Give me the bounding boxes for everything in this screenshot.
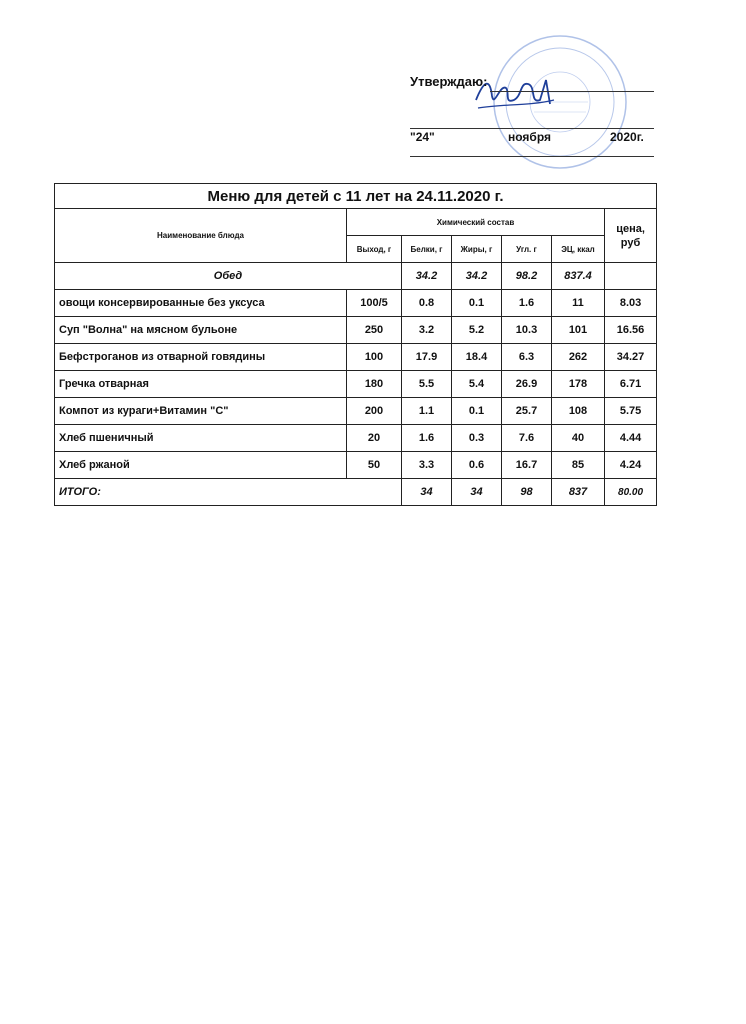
item-protein: 1.1 (402, 398, 452, 425)
item-energy: 11 (552, 290, 605, 317)
header-carbs: Угл. г (502, 236, 552, 263)
table-row (55, 452, 657, 479)
header-price: цена, руб (605, 209, 657, 263)
table-row (55, 344, 657, 371)
table-row (55, 317, 657, 344)
approval-label: Утверждаю: (410, 74, 488, 89)
item-protein: 0.8 (402, 290, 452, 317)
total-fat: 34 (452, 479, 502, 506)
item-yield: 250 (347, 317, 402, 344)
header-energy: ЭЦ, ккал (552, 236, 605, 263)
item-fat: 0.3 (452, 425, 502, 452)
item-price: 4.24 (605, 452, 657, 479)
total-row (55, 479, 657, 506)
item-energy: 101 (552, 317, 605, 344)
item-protein: 5.5 (402, 371, 452, 398)
item-carbs: 7.6 (502, 425, 552, 452)
meal-row (55, 263, 657, 290)
item-name: Компот из кураги+Витамин "С" (55, 398, 347, 425)
item-name: Гречка отварная (55, 371, 347, 398)
menu-title: Меню для детей с 11 лет на 24.11.2020 г. (55, 184, 657, 209)
item-yield: 200 (347, 398, 402, 425)
item-price: 6.71 (605, 371, 657, 398)
item-fat: 5.2 (452, 317, 502, 344)
meal-fat: 34.2 (452, 263, 502, 290)
item-yield: 50 (347, 452, 402, 479)
item-fat: 0.1 (452, 398, 502, 425)
item-price: 4.44 (605, 425, 657, 452)
meal-carbs: 98.2 (502, 263, 552, 290)
header-protein: Белки, г (402, 236, 452, 263)
item-carbs: 26.9 (502, 371, 552, 398)
item-name: Бефстроганов из отварной говядины (55, 344, 347, 371)
total-label: ИТОГО: (55, 479, 402, 506)
approval-year: 2020г. (610, 130, 644, 144)
item-protein: 3.2 (402, 317, 452, 344)
item-price: 8.03 (605, 290, 657, 317)
item-price: 5.75 (605, 398, 657, 425)
header-fat: Жиры, г (452, 236, 502, 263)
total-carbs: 98 (502, 479, 552, 506)
item-energy: 85 (552, 452, 605, 479)
meal-name: Обед (55, 263, 402, 290)
item-carbs: 6.3 (502, 344, 552, 371)
table-row (55, 371, 657, 398)
item-carbs: 16.7 (502, 452, 552, 479)
table-row (55, 425, 657, 452)
header-chem: Химический состав (347, 209, 605, 236)
meal-price (605, 263, 657, 290)
item-protein: 17.9 (402, 344, 452, 371)
item-yield: 100/5 (347, 290, 402, 317)
item-carbs: 10.3 (502, 317, 552, 344)
meal-energy: 837.4 (552, 263, 605, 290)
date-line-top (410, 128, 654, 129)
total-price: 80.00 (605, 479, 657, 506)
item-carbs: 1.6 (502, 290, 552, 317)
item-energy: 108 (552, 398, 605, 425)
item-yield: 180 (347, 371, 402, 398)
item-name: Суп "Волна" на мясном бульоне (55, 317, 347, 344)
total-energy: 837 (552, 479, 605, 506)
item-name: овощи консервированные без уксуса (55, 290, 347, 317)
table-row (55, 290, 657, 317)
item-price: 16.56 (605, 317, 657, 344)
header-name: Наименование блюда (55, 209, 347, 263)
meal-protein: 34.2 (402, 263, 452, 290)
date-line-bottom (410, 156, 654, 157)
total-protein: 34 (402, 479, 452, 506)
approval-month: ноября (508, 130, 552, 144)
item-fat: 0.6 (452, 452, 502, 479)
header-yield: Выход, г (347, 236, 402, 263)
item-fat: 0.1 (452, 290, 502, 317)
item-yield: 100 (347, 344, 402, 371)
table-row (55, 398, 657, 425)
item-fat: 18.4 (452, 344, 502, 371)
approval-line (490, 91, 654, 92)
item-price: 34.27 (605, 344, 657, 371)
item-name: Хлеб ржаной (55, 452, 347, 479)
item-energy: 40 (552, 425, 605, 452)
item-energy: 262 (552, 344, 605, 371)
item-energy: 178 (552, 371, 605, 398)
approval-day: "24" (410, 130, 435, 144)
item-name: Хлеб пшеничный (55, 425, 347, 452)
item-protein: 3.3 (402, 452, 452, 479)
item-carbs: 25.7 (502, 398, 552, 425)
menu-table (54, 183, 657, 506)
item-fat: 5.4 (452, 371, 502, 398)
item-protein: 1.6 (402, 425, 452, 452)
item-yield: 20 (347, 425, 402, 452)
